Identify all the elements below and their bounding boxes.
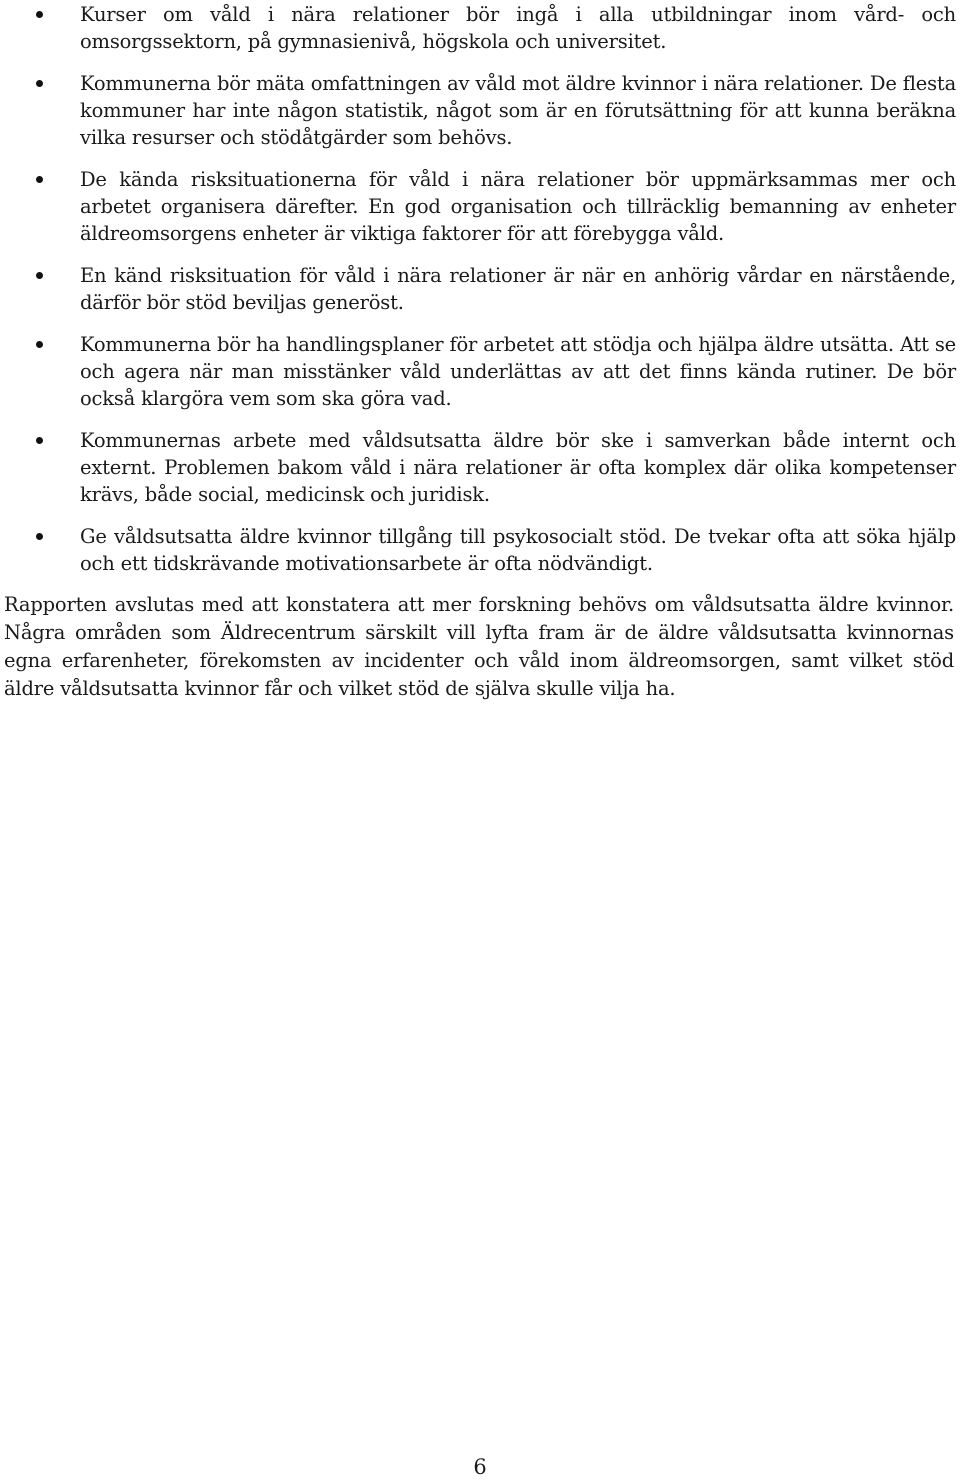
- bullet-icon: [36, 437, 43, 444]
- bullet-icon: [36, 272, 43, 279]
- list-item: [0, 427, 960, 508]
- page-number: 6: [473, 1455, 487, 1479]
- list-item-text: Kurser om våld i nära relationer bör ingå i alla utbildningar inom vård- och omsorgssektorn, på gymnasienivå, högskola och universitet.: [80, 3, 956, 53]
- list-item: [0, 262, 960, 316]
- bullet-icon: [36, 533, 43, 540]
- list-item: [0, 70, 960, 151]
- list-item-text: Ge våldsutsatta äldre kvinnor tillgång till psykosocialt stöd. De tvekar ofta att söka hjälp och ett tidskrävande motivationsarbete är ofta nödvändigt.: [80, 525, 956, 575]
- list-item: [0, 523, 960, 577]
- list-item-text: De kända risksituationerna för våld i nära relationer bör uppmärksammas mer och arbetet organisera därefter. En god organisation och tillräcklig bemanning av enheter äldreomsorgens enheter är viktiga faktorer för att förebygga våld.: [80, 168, 956, 245]
- list-item: [0, 1, 960, 55]
- list-item-text: Kommunernas arbete med våldsutsatta äldre bör ske i samverkan både internt och externt. Problemen bakom våld i nära relationer är ofta komplex där olika kompetenser krävs, både social, medicinsk och juridisk.: [80, 429, 956, 506]
- bullet-icon: [36, 80, 43, 87]
- conclusion-paragraph: Rapporten avslutas med att konstatera att mer forskning behövs om våldsutsatta äldre kvinnor. Några områden som Äldrecentrum särskilt vill lyfta fram är de äldre våldsutsatta kvinnornas egna erfarenheter, förekomsten av incidenter och våld inom äldreomsorgen, samt vilket stöd äldre våldsutsatta kvinnor får och vilket stöd de själva skulle vilja ha.: [4, 593, 954, 700]
- list-item: [0, 331, 960, 412]
- bullet-icon: [36, 176, 43, 183]
- list-item-text: Kommunerna bör mäta omfattningen av våld mot äldre kvinnor i nära relationer. De flesta kommuner har inte någon statistik, något som är en förutsättning för att kunna beräkna vilka resurser och stödåtgärder som behövs.: [80, 72, 956, 149]
- list-item-text: En känd risksituation för våld i nära relationer är när en anhörig vårdar en närstående, därför bör stöd beviljas generöst.: [80, 264, 956, 314]
- bullet-icon: [36, 341, 43, 348]
- list-item-text: Kommunerna bör ha handlingsplaner för arbetet att stödja och hjälpa äldre utsätta. Att se och agera när man misstänker våld underlättas av att det finns kända rutiner. De bör också klargöra vem som ska göra vad.: [80, 333, 956, 410]
- list-item: [0, 166, 960, 247]
- bullet-icon: [36, 11, 43, 18]
- recommendation-list: [0, 1, 960, 592]
